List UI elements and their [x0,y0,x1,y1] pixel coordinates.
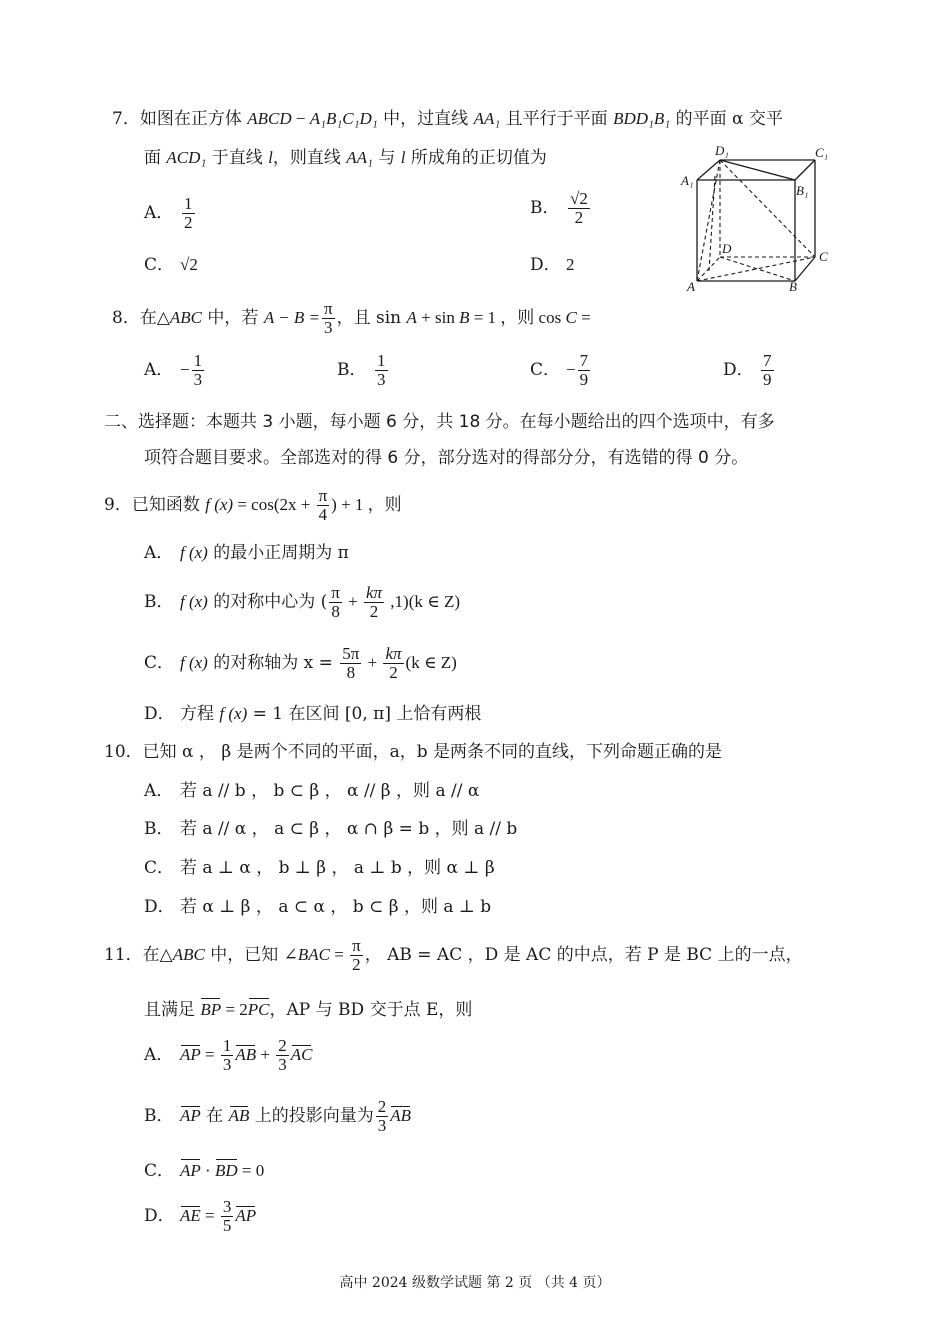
q9-expr: = cos(2x + [233,494,315,514]
edge-d1-b1 [720,160,795,180]
q7-number: 7． [112,109,140,129]
page-footer: 高中 2024 级数学试题 第 2 页 （共 4 页） [339,1275,611,1291]
option-label: A． [144,359,174,380]
q10-option-c[interactable] [144,856,495,880]
q8-number: 8． [112,307,140,328]
option-text: 上的投影向量为 [249,1105,374,1126]
label-a: A [687,279,695,293]
option-label: C． [144,858,175,878]
q9-expr: ) + 1 ，则 [331,494,402,514]
vector-ab: AB [235,1044,257,1064]
q8-text: 在△ [139,307,170,328]
vector-ab: AB [390,1105,412,1125]
q11-stem-line2 [144,998,472,1022]
fraction: $\frac{√2}{2}$ [570,189,588,227]
option-label: B． [144,819,174,839]
vector-ab: AB [228,1105,250,1125]
q7-l: l [400,148,406,167]
plus: + [363,652,382,672]
q8-stem [112,300,591,337]
diag-d-b [720,257,795,281]
q7-option-a[interactable] [144,195,197,232]
option-text: 方程 [180,704,220,724]
option-label: C． [144,255,175,275]
q7-text: 且平行于平面 [500,109,614,129]
q8-option-c[interactable] [530,352,592,389]
q8-var: C [565,307,577,327]
q11-option-b[interactable] [144,1098,411,1135]
option-label: A． [144,1044,174,1065]
line-l [709,176,715,271]
vector-pc: PC [248,998,270,1022]
q7-text: 所成角的正切值为 [405,148,547,168]
option-text: 若 α ⊥ β ， a ⊂ α ， b ⊂ β ，则 a ⊥ b [180,897,492,917]
q8-option-b[interactable] [337,352,390,389]
q7-l: l [268,148,273,167]
q7-cube2: A₁B₁C₁D₁ [309,109,378,128]
option-label: B． [337,359,367,380]
option-label: B． [144,591,174,612]
vector-ae: AE [180,1205,201,1225]
q9-fx: f (x) [180,543,208,562]
minus-sign: − [180,359,190,379]
vector-bp: BP [200,998,221,1022]
q7-dash: − [291,109,310,128]
q9-option-d[interactable] [144,702,481,726]
q11-text: 在△ [142,944,173,965]
label-d: D [722,241,732,256]
q8-option-a[interactable] [144,352,206,389]
q11-text: ，AP 与 BD 交于点 E，则 [269,1000,473,1020]
vector-bd: BD [215,1159,238,1183]
option-text: 的最小正周期为 π [207,543,349,563]
label-d1: D₁ [715,143,729,158]
q8-option-d[interactable] [723,352,776,389]
option-label: A． [144,543,174,563]
fraction: $\frac{7}{9}$ [579,351,589,389]
option-value: 2 [566,255,575,274]
q10-option-d[interactable] [144,895,491,919]
option-text: 若 a // α ， a ⊂ β ， α ∩ β = b ，则 a // b [180,819,518,839]
fraction: $\frac{k\pi}{2}$ [365,583,383,621]
q7-plane: BDD₁B₁ [613,109,671,128]
option-label: D． [144,704,175,724]
q7-cube: ABCD [247,109,292,128]
option-label: A． [144,781,174,801]
minus-sign: − [566,359,576,379]
cube-figure [675,143,840,293]
q11-abc: ABC [172,944,205,964]
q7-text: 与 [372,148,401,168]
q11-text: 中，已知 ∠ [204,944,298,965]
fraction: $\frac{7}{9}$ [763,351,772,389]
q8-abc: ABC [169,307,203,327]
option-label: D． [144,1205,175,1226]
q10-number: 10． [104,742,143,762]
option-text: 若 a ⊥ α ， b ⊥ β ， a ⊥ b ，则 α ⊥ β [180,858,495,878]
q8-text: 中，若 [202,307,264,328]
option-label: D． [144,897,175,917]
option-label: B． [530,197,560,218]
label-b1: B₁ [796,183,809,198]
q7-text: 面 [144,148,167,168]
sqrt-value: √2 [180,255,198,274]
option-text: = 1 在区间 [0, π] 上恰有两根 [247,704,482,724]
q11-text: ， AB = AC ，D 是 AC 的中点，若 P 是 BC 上的一点， [364,944,803,965]
fraction: $\frac{1}{3}$ [377,351,386,389]
option-label: C． [144,1161,175,1181]
option-text: (k ∈ Z) [405,652,457,672]
plus: + [256,1044,275,1064]
diag-d1-a [697,160,720,281]
q11-eq: = [330,944,349,964]
label-c1: C₁ [815,145,829,160]
vector-ap: AP [180,1044,201,1064]
edge-b-c [795,257,815,281]
fraction: $\frac{\pi}{2}$ [352,936,361,974]
q7-text: 如图在正方体 [139,109,242,129]
q7-stem-line1 [112,107,783,131]
fraction: $\frac{1}{3}$ [193,351,203,389]
q7-text: 的平面 α 交平 [670,109,783,129]
q11-option-c[interactable] [144,1159,264,1183]
q7-text: ，则直线 [272,148,347,168]
option-text: 若 a // b ， b ⊂ β ， α // β ，则 a // α [180,781,480,801]
vector-ac: AC [290,1044,313,1064]
label-b: B [789,279,797,293]
q9-fx: f (x) [180,591,208,611]
q7-text: 中，过直线 [377,109,474,129]
option-label: A． [144,202,174,223]
fraction: $\frac{5\pi}{8}$ [342,644,360,682]
q7-stem-line2 [144,146,547,170]
q11-eq: = 2 [221,1000,248,1019]
q8-expr: A − B = [263,307,320,327]
q9-stem [104,487,402,524]
option-text: 的对称轴为 x = [207,652,339,673]
edge-b1-c1 [795,160,815,180]
q11-option-d[interactable] [144,1198,256,1235]
dot: · [200,1161,215,1180]
q7-option-c[interactable] [144,253,198,277]
q8-text: = 1 ，则 cos [469,307,566,327]
option-text: 的对称中心为 ( [207,591,328,612]
q8-var: B [459,307,470,327]
option-text: ,1)(k ∈ Z) [386,591,460,611]
q10-option-a[interactable] [144,779,479,803]
q9-fx: f (x) [219,704,248,723]
option-label: D． [723,359,754,380]
q11-text: 且满足 [144,1000,201,1020]
q9-option-b[interactable] [144,584,460,621]
equals: = [200,1044,219,1064]
vector-ap: AP [180,1159,201,1183]
option-label: C． [530,359,561,380]
q7-text: 于直线 [206,148,269,168]
fraction: $\frac{\pi}{3}$ [323,299,333,337]
fraction: $\frac{2}{3}$ [278,1036,287,1074]
q7-acd1: ACD₁ [166,148,207,167]
q7-aa1: AA₁ [473,109,501,128]
q8-text: + sin [416,307,460,327]
vector-ap: AP [235,1205,257,1225]
q9-fx: f (x) [205,494,234,514]
q7-option-b[interactable] [530,190,592,227]
fraction: $\frac{\pi}{4}$ [318,486,328,524]
q8-text: ，且 sin [336,307,407,328]
vector-ap: AP [180,1105,201,1125]
q11-number: 11． [104,944,143,965]
fraction: $\frac{1}{2}$ [184,194,193,232]
q9-option-a[interactable] [144,541,349,565]
q10-stem [104,740,722,764]
fraction: $\frac{k\pi}{2}$ [385,644,402,682]
fraction: $\frac{3}{5}$ [222,1197,232,1235]
q9-text: 已知函数 [131,494,206,515]
q8-text: = [576,307,591,327]
edge-a-d [697,257,720,281]
fraction: $\frac{1}{3}$ [222,1036,232,1074]
option-label: B． [144,1105,174,1126]
label-a1: A₁ [681,173,694,188]
section2-heading-line1: 二、选择题：本题共 3 小题，每小题 6 分，共 18 分。在每小题给出的四个选项中，有多 [104,412,775,432]
q7-aa1: AA₁ [346,148,373,167]
q10-text: 已知 α ， β 是两个不同的平面，a，b 是两条不同的直线，下列命题正确的是 [142,742,722,762]
q9-fx: f (x) [180,652,208,672]
equals: = [200,1205,219,1225]
fraction: $\frac{2}{3}$ [377,1097,387,1135]
plus: + [343,591,362,611]
q8-var: A [406,307,417,327]
fraction: $\frac{\pi}{8}$ [331,583,340,621]
q11-bac: BAC [297,944,330,964]
q11-stem-line1 [104,937,803,974]
q11-option-a[interactable] [144,1037,312,1074]
equals: = 0 [237,1161,265,1180]
q9-number: 9． [104,494,132,515]
q7-option-d[interactable] [530,253,575,277]
q10-option-b[interactable] [144,817,517,841]
label-c: C [819,249,828,264]
section2-heading-line2: 项符合题目要求。全部选对的得 6 分，部分选对的得部分分，有选错的得 0 分。 [144,448,749,468]
option-label: C． [144,652,175,673]
option-text: 在 [200,1105,229,1126]
option-label: D． [530,255,561,275]
q9-option-c[interactable] [144,645,457,682]
